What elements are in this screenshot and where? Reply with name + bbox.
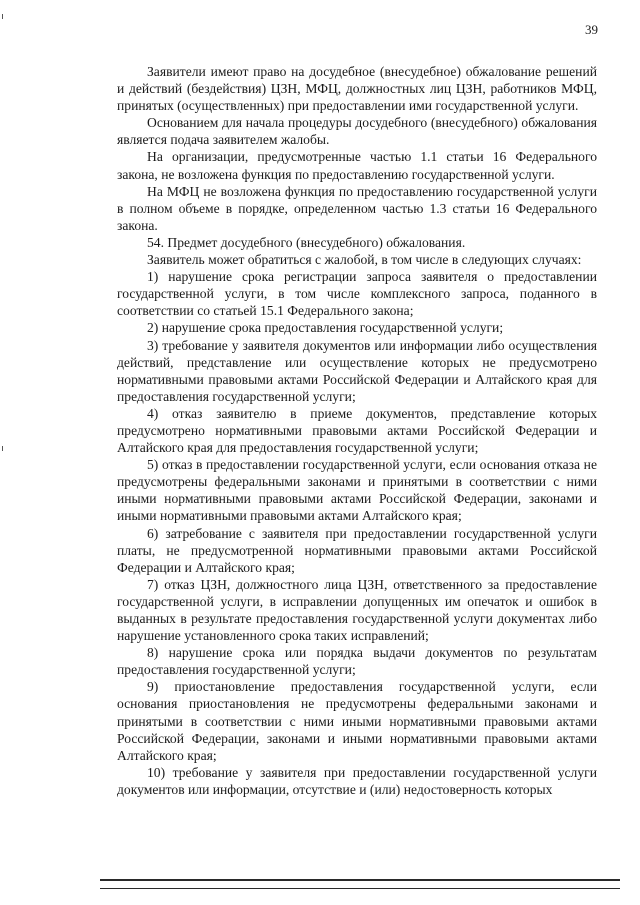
section-heading-54: 54. Предмет досудебного (внесудебного) обжалования. bbox=[147, 234, 466, 250]
scan-edge-mark bbox=[2, 14, 3, 19]
list-item-4: 4) отказ заявителю в приеме документов, представление которых предусмотрено нормативными правовыми актами Российской Федерации и Алтайского края для предоставления государственной услуги; bbox=[117, 405, 597, 456]
list-item-1: 1) нарушение срока регистрации запроса заявителя о предоставлении государственной услуги, в том числе комплексного запроса, поданного в соответствии со статьей 15.1 Федерального закона; bbox=[117, 269, 597, 319]
scan-edge-mark bbox=[2, 446, 3, 451]
list-item-8: 8) нарушение срока или порядка выдачи документов по результатам предоставления государственной услуги; bbox=[117, 645, 597, 678]
paragraph-mfc: На МФЦ не возложена функция по предоставлению государственной услуги в полном объеме в порядке, определенном частью 1.3 статьи 16 Федерального закона. bbox=[117, 183, 597, 233]
list-item-6: 6) затребование с заявителя при предоставлении государственной услуги платы, не предусмотренной нормативными правовыми актами Российской Федерации и Алтайского края; bbox=[117, 525, 597, 575]
paragraph-organizations: На организации, предусмотренные частью 1.1 статьи 16 Федерального закона, не возложена функция по предоставлению государственной услуги. bbox=[117, 149, 597, 182]
paragraph-appeal-right: Заявители имеют право на досудебное (внесудебное) обжалование решений и действий (бездействия) ЦЗН, МФЦ, должностных лиц ЦЗН, работников МФЦ, принятых (осуществленных) при предоставлении ими государственной услуги. bbox=[117, 64, 597, 114]
document-body bbox=[117, 63, 597, 798]
page-number: 39 bbox=[585, 22, 598, 37]
list-item-7: 7) отказ ЦЗН, должностного лица ЦЗН, ответственного за предоставление государственной услуги, в исправлении допущенных им опечаток и ошибок в выданных в результате предоставления государственной услуги документах либо нарушение установленного срока таких исправлений; bbox=[117, 576, 597, 644]
scan-bottom-rule bbox=[100, 879, 620, 881]
paragraph-cases-intro: Заявитель может обратиться с жалобой, в том числе в следующих случаях: bbox=[147, 252, 582, 268]
list-item-3: 3) требование у заявителя документов или информации либо осуществления действий, представление или осуществление которых не предусмотрено нормативными правовыми актами Российской Федерации и Алтайского края для предоставления государственной услуги; bbox=[117, 337, 597, 404]
list-item-9: 9) приостановление предоставления государственной услуги, если основания приостановления не предусмотрены федеральными законами и принятыми в соответствии с ними иными нормативными правовыми актами Российской Федерации, законами и иными нормативными правовыми актами Алтайского края; bbox=[117, 679, 597, 763]
paragraph-appeal-basis: Основанием для начала процедуры досудебного (внесудебного) обжалования является подача заявителем жалобы. bbox=[117, 115, 597, 148]
list-item-10: 10) требование у заявителя при предоставлении государственной услуги документов или информации, отсутствие и (или) недостоверность которых bbox=[117, 764, 597, 797]
list-item-5: 5) отказ в предоставлении государственной услуги, если основания отказа не предусмотрены федеральными законами и принятыми в соответствии с ними иными нормативными правовыми актами Российской Федерации, законами и иными нормативными правовыми актами Алтайского края; bbox=[117, 457, 597, 524]
scan-bottom-rule bbox=[100, 888, 620, 889]
list-item-2: 2) нарушение срока предоставления государственной услуги; bbox=[147, 320, 504, 336]
